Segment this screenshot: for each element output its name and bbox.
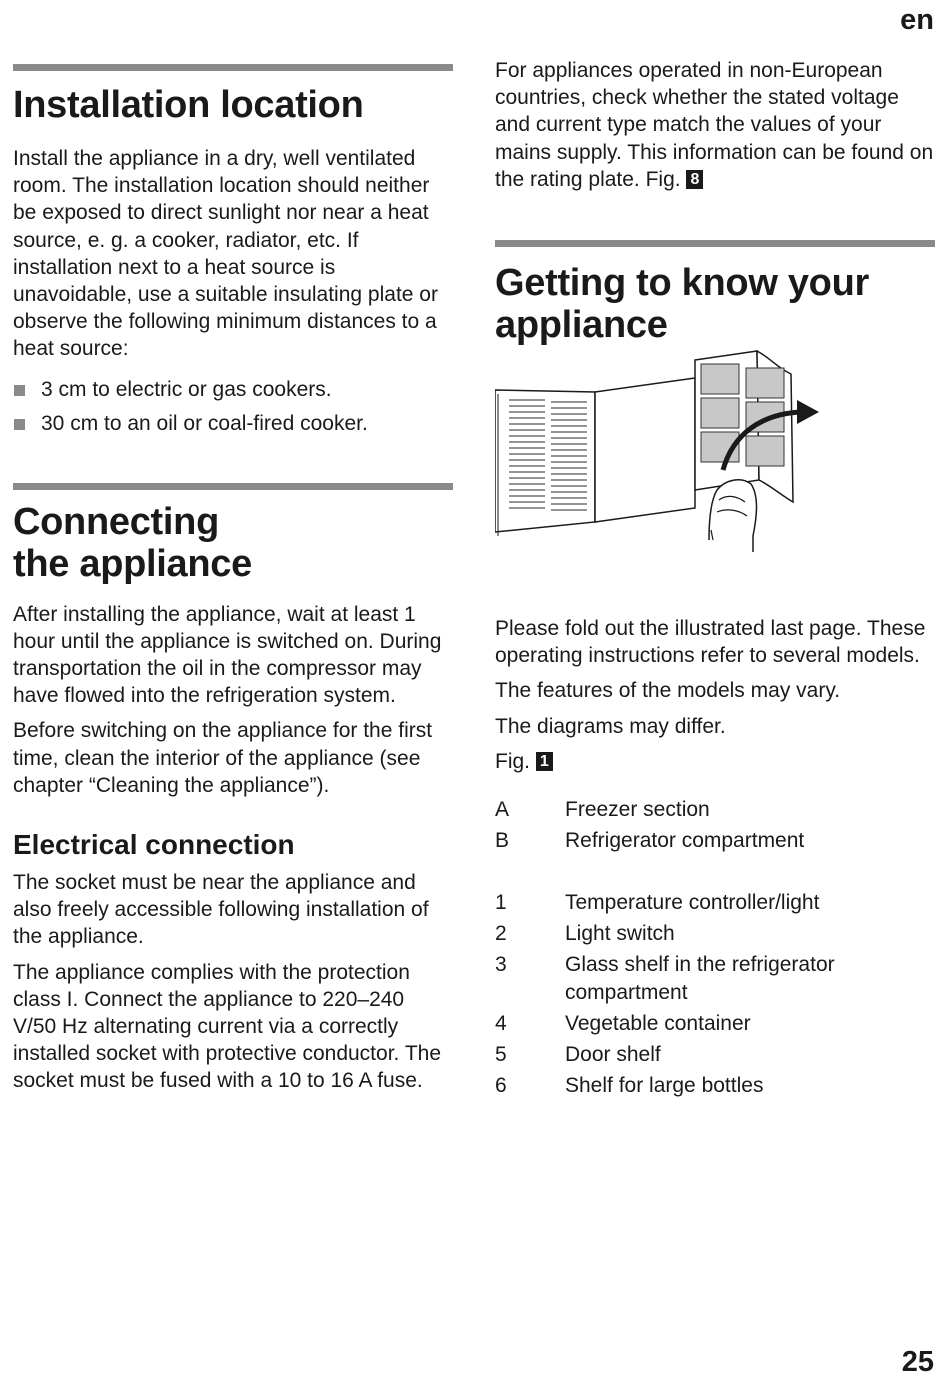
figure-ref-badge: 8 bbox=[686, 170, 703, 189]
installation-body: Install the appliance in a dry, well ventilated room. The installation location should neither be exposed to direct sunlight nor near a heat source, e. g. a cooker, radiator, etc. If installation next to a heat source is unavoidable, use a suitable insulating plate or observe the following minimum distances to a heat source: bbox=[13, 147, 438, 361]
distance-list bbox=[13, 376, 453, 437]
list-item: 3 cm to electric or gas cookers. bbox=[13, 376, 453, 403]
section-rule bbox=[13, 64, 453, 71]
electrical-paragraph: For appliances operated in non-European countries, check whether the stated voltage and current type match the values of your mains supply. This information can be found on the rating plate. Fig. 8 bbox=[495, 59, 934, 191]
installation-title: Installation location bbox=[13, 84, 364, 126]
bullet-icon bbox=[14, 419, 25, 430]
legend-row: B Refrigerator compartment bbox=[495, 829, 805, 853]
bullet-icon bbox=[14, 385, 25, 396]
section-rule bbox=[495, 240, 935, 247]
electrical-paragraph: The socket must be near the appliance and also freely accessible following installation of the appliance. bbox=[13, 871, 429, 949]
legend-row: 5 Door shelf bbox=[495, 1043, 661, 1067]
getting-to-know-paragraph: Please fold out the illustrated last page. These operating instructions refer to several models. bbox=[495, 617, 926, 668]
legend-row: 1 Temperature controller/light bbox=[495, 891, 820, 915]
electrical-paragraph: The appliance complies with the protection class I. Connect the appliance to 220–240 V/50 Hz alternating current via a correctly installed socket with protective conductor. The socket must be fused with a 10 to 16 A fuse. bbox=[13, 960, 442, 1093]
connecting-title: Connecting the appliance bbox=[13, 500, 252, 585]
parts-legend bbox=[495, 889, 935, 1100]
getting-to-know-paragraph: The diagrams may differ. bbox=[495, 714, 726, 738]
connecting-paragraph: After installing the appliance, wait at least 1 hour until the appliance is switched on. During transportation the oil in the compressor may have flowed into the refrigeration system. bbox=[13, 602, 442, 708]
legend-row: 6 Shelf for large bottles bbox=[495, 1074, 764, 1098]
sections-legend bbox=[495, 796, 935, 855]
electrical-title: Electrical connection bbox=[13, 829, 295, 861]
list-item: 30 cm to an oil or coal-fired cooker. bbox=[13, 410, 453, 437]
getting-to-know-paragraph: The features of the models may vary. bbox=[495, 679, 841, 703]
connecting-paragraph: Before switching on the appliance for the first time, clean the interior of the appliance (see chapter “Cleaning the appliance”). bbox=[13, 719, 433, 797]
section-rule bbox=[13, 483, 453, 490]
left-column bbox=[13, 0, 453, 1095]
page-number: 25 bbox=[901, 1346, 934, 1378]
legend-row: 4 Vegetable container bbox=[495, 1012, 751, 1036]
getting-to-know-title: Getting to know your appliance bbox=[495, 262, 869, 347]
legend-row: 3 Glass shelf in the refrigerator compartment bbox=[495, 953, 835, 1005]
legend-row: A Freezer section bbox=[495, 798, 710, 822]
language-tag: en bbox=[900, 4, 934, 36]
figure-reference: Fig. 1 bbox=[495, 748, 935, 775]
legend-row: 2 Light switch bbox=[495, 922, 675, 946]
right-column bbox=[495, 0, 935, 1103]
figure-ref-badge: 1 bbox=[536, 752, 553, 771]
fold-out-page-illustration bbox=[495, 350, 935, 608]
